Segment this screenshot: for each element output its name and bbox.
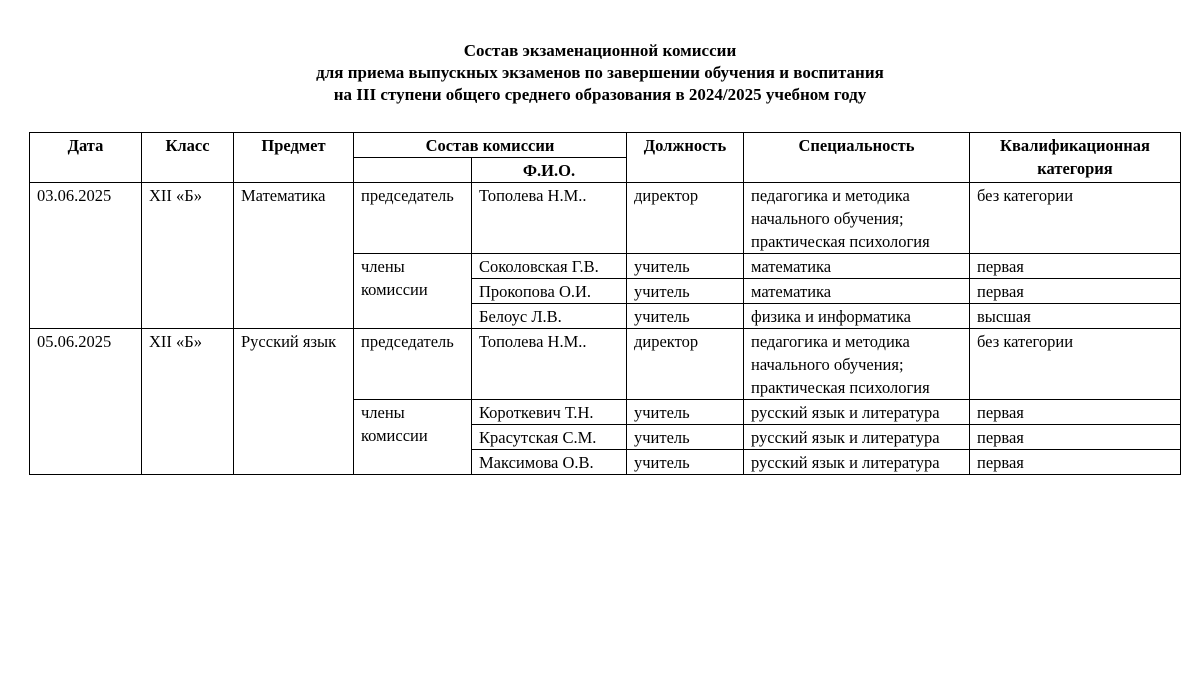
role-members: члены комиссии <box>354 254 472 329</box>
member-name: Белоус Л.В. <box>472 304 627 329</box>
member-specialty: педагогика и методика начального обучения; практическая психология <box>744 183 970 254</box>
member-specialty: физика и информатика <box>744 304 970 329</box>
role-chair: председатель <box>354 183 472 254</box>
exam-subject: Русский язык <box>234 329 354 475</box>
member-name: Тополева Н.М.. <box>472 329 627 400</box>
heading-line: Состав экзаменационной комиссии <box>463 41 737 60</box>
member-category: первая <box>970 400 1181 425</box>
member-name: Красутская С.М. <box>472 425 627 450</box>
header-specialty: Специальность <box>744 133 970 183</box>
member-name: Тополева Н.М.. <box>472 183 627 254</box>
header-subject: Предмет <box>234 133 354 183</box>
header-commission: Состав комиссии <box>354 133 627 158</box>
role-members: члены комиссии <box>354 400 472 475</box>
exam-date: 05.06.2025 <box>30 329 142 475</box>
member-position: учитель <box>627 450 744 475</box>
member-category: первая <box>970 450 1181 475</box>
heading-line: на III ступени общего среднего образования в 2024/2025 учебном году <box>333 85 867 104</box>
exam-date: 03.06.2025 <box>30 183 142 329</box>
member-position: директор <box>627 183 744 254</box>
member-name: Максимова О.В. <box>472 450 627 475</box>
member-specialty: русский язык и литература <box>744 400 970 425</box>
table-row <box>30 329 1181 400</box>
role-chair: председатель <box>354 329 472 400</box>
header-date: Дата <box>30 133 142 183</box>
member-category: первая <box>970 425 1181 450</box>
document-heading <box>0 40 1200 106</box>
member-category: без категории <box>970 183 1181 254</box>
member-position: учитель <box>627 254 744 279</box>
member-name: Соколовская Г.В. <box>472 254 627 279</box>
header-class: Класс <box>142 133 234 183</box>
member-category: без категории <box>970 329 1181 400</box>
header-row <box>30 133 1181 158</box>
exam-class: XII «Б» <box>142 183 234 329</box>
member-category: первая <box>970 254 1181 279</box>
member-specialty: педагогика и методика начального обучения; практическая психология <box>744 329 970 400</box>
member-position: учитель <box>627 425 744 450</box>
header-commission-blank <box>354 158 472 183</box>
member-position: учитель <box>627 304 744 329</box>
commission-table <box>29 132 1181 475</box>
header-category: Квалификационная категория <box>970 133 1181 183</box>
member-specialty: математика <box>744 254 970 279</box>
member-specialty: математика <box>744 279 970 304</box>
exam-class: XII «Б» <box>142 329 234 475</box>
member-category: высшая <box>970 304 1181 329</box>
member-position: директор <box>627 329 744 400</box>
member-name: Короткевич Т.Н. <box>472 400 627 425</box>
member-specialty: русский язык и литература <box>744 450 970 475</box>
member-category: первая <box>970 279 1181 304</box>
member-position: учитель <box>627 279 744 304</box>
member-name: Прокопова О.И. <box>472 279 627 304</box>
member-position: учитель <box>627 400 744 425</box>
exam-subject: Математика <box>234 183 354 329</box>
heading-line: для приема выпускных экзаменов по завершении обучения и воспитания <box>316 63 884 82</box>
header-fio: Ф.И.О. <box>472 158 627 183</box>
member-specialty: русский язык и литература <box>744 425 970 450</box>
header-position: Должность <box>627 133 744 183</box>
table-row <box>30 183 1181 254</box>
